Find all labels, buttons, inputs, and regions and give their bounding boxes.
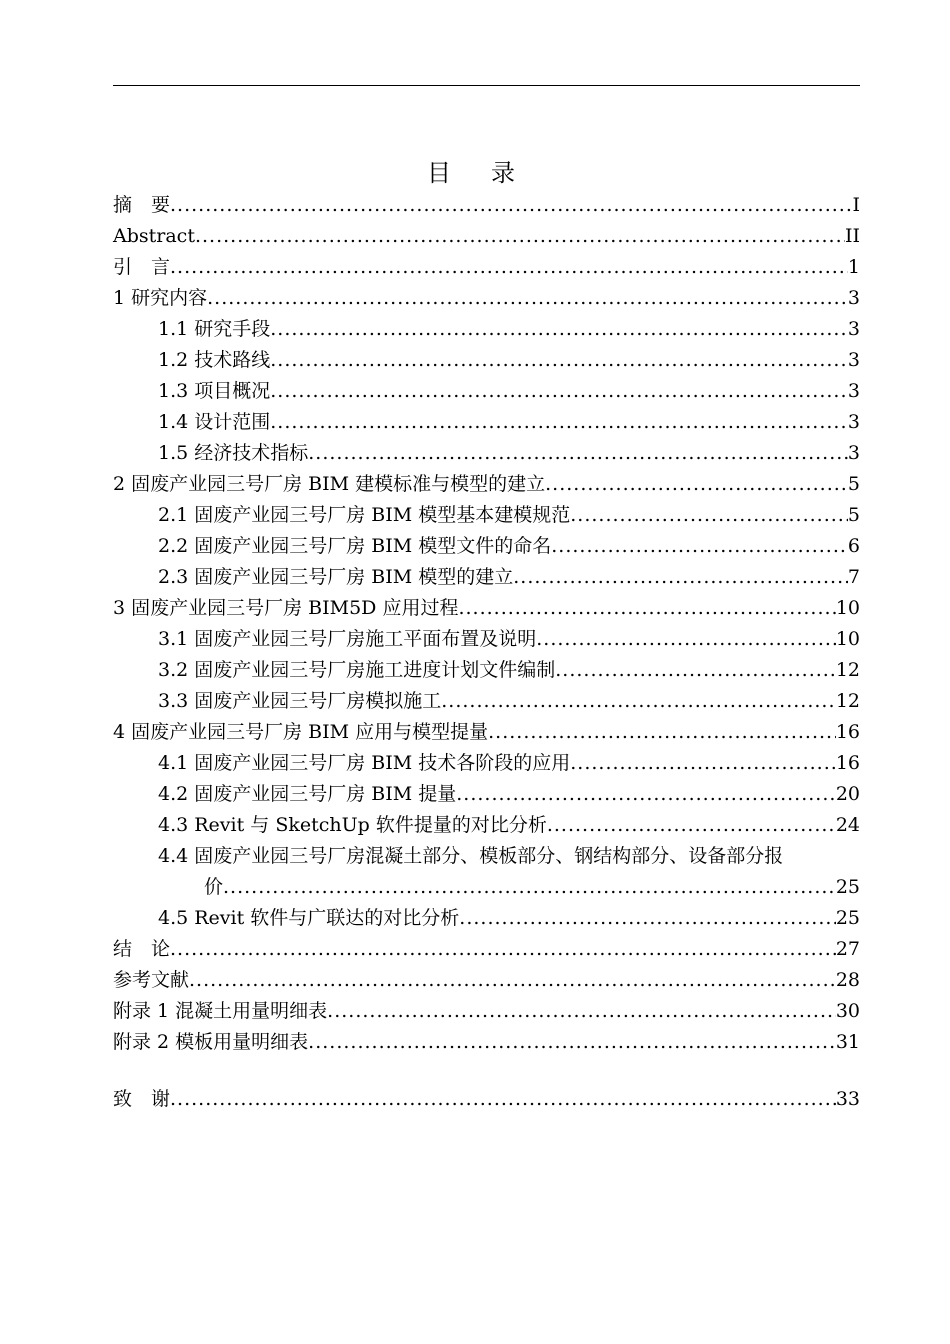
toc-page: 3 — [847, 380, 860, 402]
toc-page: 1 — [847, 256, 860, 278]
toc-leader — [456, 779, 836, 810]
toc-leader — [195, 221, 845, 252]
toc-label: 2.2 固废产业园三号厂房 BIM 模型文件的命名 — [158, 535, 552, 557]
toc-label: 1.5 经济技术指标 — [158, 442, 309, 464]
toc-label: Abstract — [113, 225, 195, 247]
toc-entry-acknowledgements[interactable] — [113, 1084, 860, 1115]
toc-label: 2.3 固废产业园三号厂房 BIM 模型的建立 — [158, 566, 514, 588]
page-title: 目 录 — [427, 159, 523, 187]
toc-entry-ch3[interactable] — [113, 593, 860, 624]
toc-label: 4.3 Revit 与 SketchUp 软件提量的对比分析 — [158, 814, 547, 836]
toc-leader — [270, 376, 848, 407]
toc-leader — [270, 314, 848, 345]
toc-page: 33 — [835, 1088, 860, 1110]
toc-leader — [170, 190, 852, 221]
toc-label: 1.3 项目概况 — [158, 380, 271, 402]
toc-entry-3-3[interactable] — [158, 686, 860, 717]
toc-leader — [170, 934, 836, 965]
toc-leader — [570, 748, 836, 779]
toc-leader — [458, 593, 835, 624]
toc-leader — [555, 655, 836, 686]
toc-page: II — [844, 225, 860, 247]
toc-leader — [488, 717, 836, 748]
toc-entry-references[interactable] — [113, 965, 860, 996]
toc-leader — [536, 624, 836, 655]
toc-page: 25 — [835, 876, 860, 898]
toc-leader — [547, 810, 836, 841]
toc-label: 4.5 Revit 软件与广联达的对比分析 — [158, 907, 460, 929]
toc-label: 结 论 — [113, 938, 171, 960]
toc-entry-4-1[interactable] — [158, 748, 860, 779]
toc-page: 3 — [847, 318, 860, 340]
toc-label: 参考文献 — [113, 969, 190, 991]
toc-label: 4.2 固废产业园三号厂房 BIM 提量 — [158, 783, 457, 805]
toc-page: 12 — [835, 690, 860, 712]
toc-leader — [308, 1027, 836, 1058]
toc-page: 16 — [835, 721, 860, 743]
toc-label: 附录 1 混凝土用量明细表 — [113, 1000, 328, 1022]
toc-entry-2-3[interactable] — [158, 562, 860, 593]
toc-page: 10 — [835, 597, 860, 619]
toc-label: 2 固废产业园三号厂房 BIM 建模标准与模型的建立 — [113, 473, 546, 495]
toc-leader — [170, 252, 848, 283]
toc-page: 30 — [835, 1000, 860, 1022]
toc-label: 4.1 固废产业园三号厂房 BIM 技术各阶段的应用 — [158, 752, 571, 774]
toc-label: 1.2 技术路线 — [158, 349, 271, 371]
toc-page: 27 — [835, 938, 860, 960]
toc-entry-ch1[interactable] — [113, 283, 860, 314]
toc-leader — [441, 686, 836, 717]
toc-entry-4-2[interactable] — [158, 779, 860, 810]
toc-entry-3-1[interactable] — [158, 624, 860, 655]
toc-entry-ch4[interactable] — [113, 717, 860, 748]
toc-entry-1-4[interactable] — [158, 407, 860, 438]
toc-page: 16 — [835, 752, 860, 774]
toc-page: 31 — [835, 1031, 860, 1053]
toc-leader — [545, 469, 848, 500]
toc-leader — [570, 500, 848, 531]
toc-page: 3 — [847, 287, 860, 309]
toc-entry-3-2[interactable] — [158, 655, 860, 686]
toc-label: 3.1 固废产业园三号厂房施工平面布置及说明 — [158, 628, 537, 650]
toc-entry-1-2[interactable] — [158, 345, 860, 376]
toc-label: 4.4 固废产业园三号厂房混凝土部分、模板部分、钢结构部分、设备部分报 — [158, 845, 784, 867]
toc-leader — [170, 1084, 836, 1115]
toc-entry-4-4-line2[interactable] — [204, 872, 860, 903]
toc-label: 4 固废产业园三号厂房 BIM 应用与模型提量 — [113, 721, 489, 743]
toc-entry-4-5[interactable] — [158, 903, 860, 934]
toc-label: 1 研究内容 — [113, 287, 208, 309]
toc-label: 2.1 固废产业园三号厂房 BIM 模型基本建模规范 — [158, 504, 571, 526]
toc-page: 3 — [847, 411, 860, 433]
toc-entry-2-2[interactable] — [158, 531, 860, 562]
toc-page: 3 — [847, 442, 860, 464]
toc-leader — [308, 438, 848, 469]
toc-page: 25 — [835, 907, 860, 929]
toc-page: 3 — [847, 349, 860, 371]
toc-leader — [270, 407, 848, 438]
toc-page: 6 — [847, 535, 860, 557]
toc-page: 12 — [835, 659, 860, 681]
toc-entry-1-1[interactable] — [158, 314, 860, 345]
toc-leader — [551, 531, 848, 562]
toc-entry-1-3[interactable] — [158, 376, 860, 407]
toc-label: 致 谢 — [113, 1088, 171, 1110]
toc-entry-ch2[interactable] — [113, 469, 860, 500]
toc-entry-introduction[interactable] — [113, 252, 860, 283]
toc-entry-abstract-cn[interactable] — [113, 190, 860, 221]
toc-label: 1.4 设计范围 — [158, 411, 271, 433]
toc-label: 3.3 固废产业园三号厂房模拟施工 — [158, 690, 442, 712]
toc-leader — [327, 996, 836, 1027]
toc-entry-4-4-line1[interactable] — [158, 841, 860, 872]
toc-leader — [513, 562, 848, 593]
toc-label: 3 固废产业园三号厂房 BIM5D 应用过程 — [113, 597, 459, 619]
toc-page: 20 — [835, 783, 860, 805]
toc-page: 5 — [847, 504, 860, 526]
toc-label: 1.1 研究手段 — [158, 318, 271, 340]
toc-leader — [207, 283, 848, 314]
toc-page: 10 — [835, 628, 860, 650]
toc-entry-appendix-2[interactable] — [113, 1027, 860, 1058]
toc-leader — [459, 903, 836, 934]
toc-label: 3.2 固废产业园三号厂房施工进度计划文件编制 — [158, 659, 556, 681]
toc-label: 附录 2 模板用量明细表 — [113, 1031, 309, 1053]
toc-entry-appendix-1[interactable] — [113, 996, 860, 1027]
toc-page: I — [852, 194, 860, 216]
toc-page: 7 — [847, 566, 860, 588]
toc-label: 引 言 — [113, 256, 171, 278]
header-rule — [113, 85, 860, 86]
toc-page: 28 — [835, 969, 860, 991]
toc-label: 摘 要 — [113, 194, 171, 216]
toc-entry-abstract-en[interactable] — [113, 221, 860, 252]
toc-leader — [270, 345, 848, 376]
toc-label-continuation: 价 — [204, 876, 224, 898]
toc-page: 24 — [835, 814, 860, 836]
toc-entry-1-5[interactable] — [158, 438, 860, 469]
toc-page: 5 — [847, 473, 860, 495]
toc-leader — [189, 965, 836, 996]
toc-entry-4-3[interactable] — [158, 810, 860, 841]
toc-entry-2-1[interactable] — [158, 500, 860, 531]
toc-leader — [223, 872, 836, 903]
toc-entry-conclusion[interactable] — [113, 934, 860, 965]
